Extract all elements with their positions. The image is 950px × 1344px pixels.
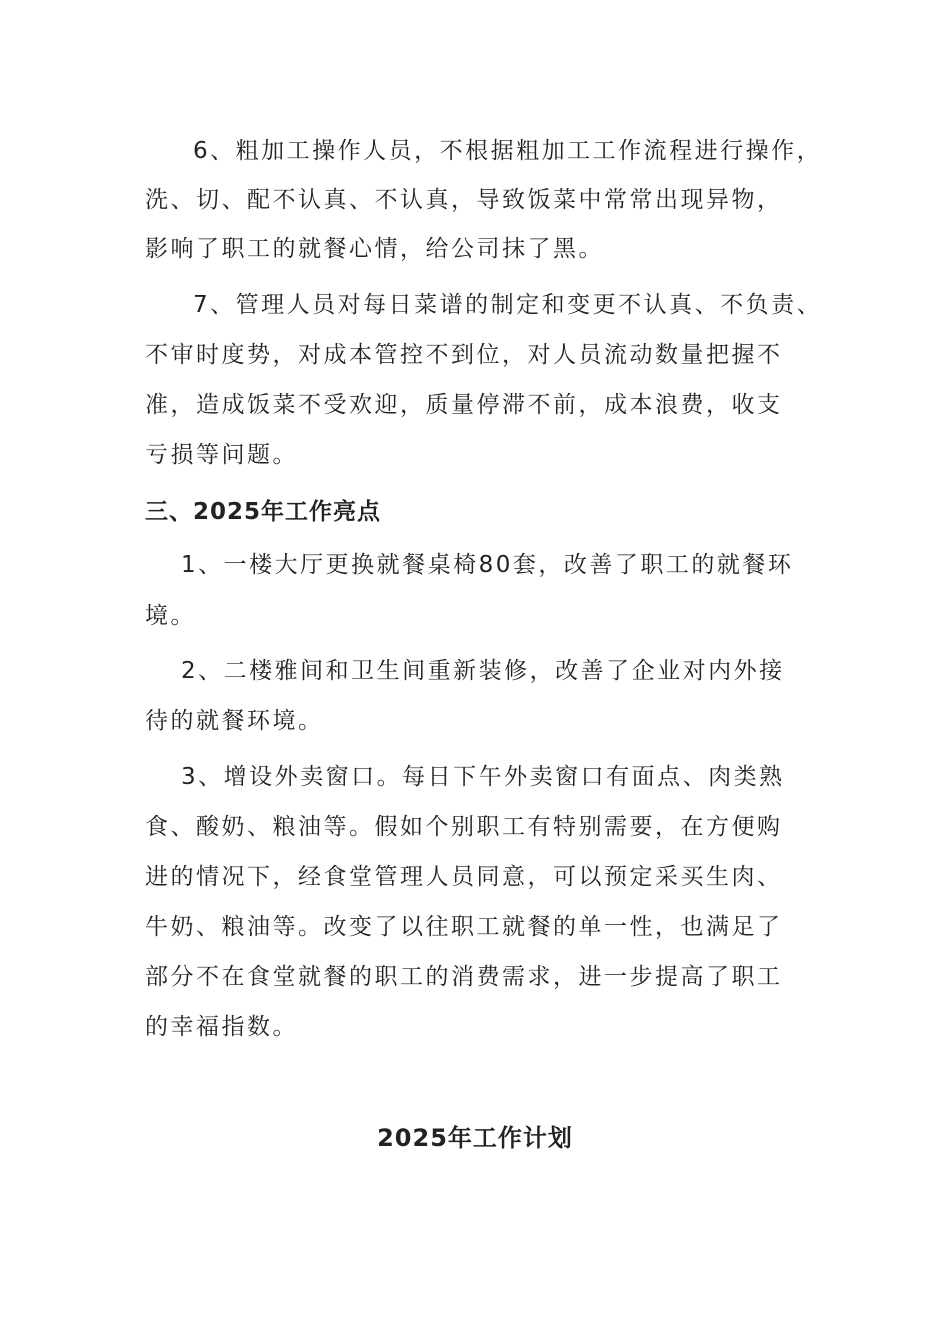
item-7-line-3: 准，造成饭菜不受欢迎，质量停滞不前，成本浪费，收支 (145, 392, 783, 418)
highlight-3-line-1: 3、增设外卖窗口。每日下午外卖窗口有面点、肉类熟 (181, 764, 785, 790)
highlight-3-line-6: 的幸福指数。 (145, 1014, 298, 1040)
highlight-2-line-2: 待的就餐环境。 (145, 708, 324, 734)
item-7-line-1: 7、管理人员对每日菜谱的制定和变更不认真、不负责、 (193, 292, 823, 318)
plan-title: 2025年工作计划 (377, 1124, 573, 1152)
highlight-1-line-2: 境。 (145, 603, 196, 629)
section-three-heading: 三、2025年工作亮点 (145, 499, 382, 525)
highlight-1-line-1: 1、一楼大厅更换就餐桌椅80套，改善了职工的就餐环 (181, 552, 794, 578)
highlight-3-line-4: 牛奶、粮油等。改变了以往职工就餐的单一性，也满足了 (145, 914, 783, 940)
highlight-3-line-5: 部分不在食堂就餐的职工的消费需求，进一步提高了职工 (145, 964, 783, 990)
highlight-2-line-1: 2、二楼雅间和卫生间重新装修，改善了企业对内外接 (181, 658, 785, 684)
item-6-line-1: 6、粗加工操作人员，不根据粗加工工作流程进行操作， (193, 138, 823, 164)
item-6-line-2: 洗、切、配不认真、不认真，导致饭菜中常常出现异物， (145, 187, 783, 213)
item-7-line-2: 不审时度势，对成本管控不到位，对人员流动数量把握不 (145, 342, 783, 368)
highlight-3-line-3: 进的情况下，经食堂管理人员同意，可以预定采买生肉、 (145, 864, 783, 890)
highlight-3-line-2: 食、酸奶、粮油等。假如个别职工有特别需要，在方便购 (145, 814, 783, 840)
item-6-line-3: 影响了职工的就餐心情，给公司抹了黑。 (145, 236, 604, 262)
item-7-line-4: 亏损等问题。 (145, 442, 298, 468)
